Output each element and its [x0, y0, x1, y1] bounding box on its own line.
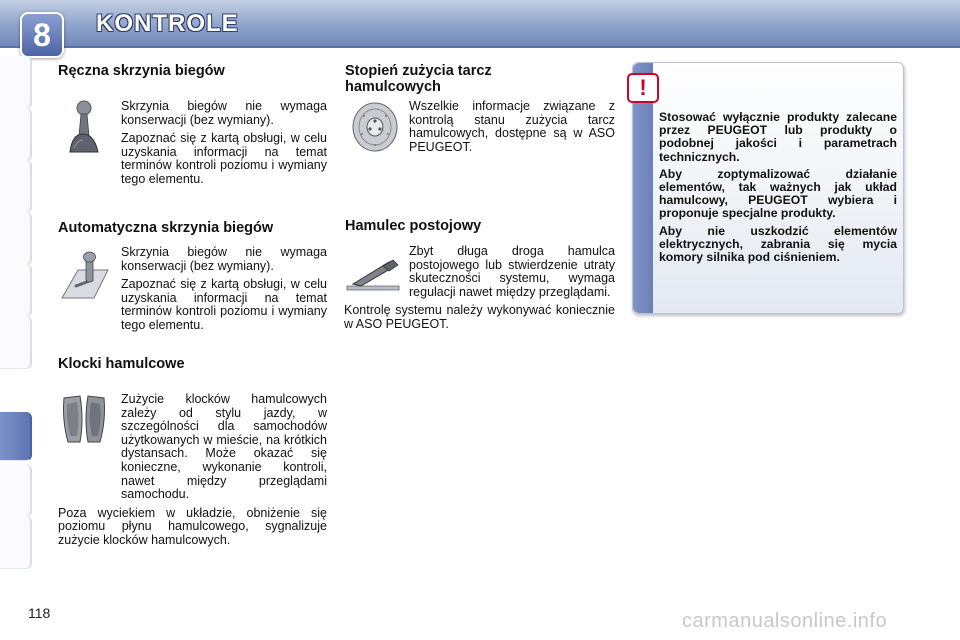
manual-gearbox-text	[121, 100, 327, 187]
paragraph: Zbyt długa droga hamulca postojowego lub stwierdzenie utraty skuteczności systemu, wymaga regulacji nawet między przeglądami.	[409, 244, 615, 299]
chapter-tab-10[interactable]	[0, 516, 32, 569]
section-parking-brake	[345, 218, 615, 234]
paragraph: Kontrolę systemu należy wykonywać koniecznie w ASO PEUGEOT.	[344, 303, 615, 331]
parking-brake-text	[344, 245, 615, 332]
chapter-tabs	[0, 56, 36, 586]
paragraph: Poza wyciekiem w układzie, obniżenie się poziomu płynu hamulcowego, sygnalizuje zużycie klocków hamulcowych.	[58, 505, 327, 547]
warning-text-part: Aby nie uszkodzić elementów elektrycznych,	[659, 223, 897, 251]
warning-paragraph	[659, 225, 897, 265]
paragraph: Zużycie klocków hamulcowych zależy od stylu jazdy, w szczególności dla samochodów użytkowanych w mieście, na krótkich dystansach. Może okazać się konieczne, wykonanie kontroli, nawet między przeglądami samochodu.	[121, 392, 327, 502]
chapter-badge: 8	[20, 12, 64, 58]
chapter-tab-3[interactable]	[0, 160, 32, 213]
chapter-tab-8-active[interactable]	[0, 412, 32, 461]
warning-text	[659, 111, 897, 264]
section-title: Klocki hamulcowe	[58, 356, 185, 372]
section-title: Automatyczna skrzynia biegów	[58, 220, 274, 236]
chapter-tab-6[interactable]	[0, 316, 32, 369]
automatic-gear-selector-icon	[58, 250, 112, 309]
gear-lever-icon	[62, 100, 104, 161]
brake-disc-icon	[350, 100, 400, 159]
page-number: 118	[28, 605, 51, 621]
paragraph: Zapoznać się z kartą obsługi, w celu uzyskania informacji na temat terminów kontroli poziomu i wymiany tego elementu.	[121, 131, 327, 186]
section-manual-gearbox	[58, 63, 328, 79]
chapter-tab-2[interactable]	[0, 108, 32, 161]
exclamation-icon: !	[627, 73, 659, 103]
section-automatic-gearbox	[58, 220, 328, 236]
section-title: Hamulec postojowy	[345, 218, 482, 234]
section-title: Stopień zużycia tarcz hamulcowych	[345, 63, 492, 95]
chapter-tab-9[interactable]	[0, 464, 32, 517]
chapter-tab-4[interactable]	[0, 212, 32, 265]
chapter-tab-5[interactable]	[0, 264, 32, 317]
watermark: carmanualsonline.info	[682, 610, 888, 632]
warning-emphasis: zabrania się	[760, 236, 845, 251]
section-brake-pads	[58, 356, 328, 372]
warning-paragraph: Aby zoptymalizować działanie elementów, tak ważnych jak układ hamulcowy, PEUGEOT wybiera i proponuje specjalne produkty.	[659, 166, 897, 221]
section-brake-discs	[345, 63, 545, 95]
page-title: KONTROLE	[96, 10, 239, 37]
paragraph: Zapoznać się z kartą obsługi, w celu uzyskania informacji na temat terminów kontroli poziomu i wymiany tego elementu.	[121, 277, 327, 332]
paragraph: Skrzynia biegów nie wymaga konserwacji (bez wymiany).	[121, 245, 327, 273]
warning-paragraph: Stosować wyłącznie produkty zalecane przez PEUGEOT lub produkty o podobnej jakości i parametrach technicznych.	[659, 110, 897, 164]
warning-text-part: mycia komory silnika pod ciśnieniem.	[659, 236, 898, 265]
brake-discs-text	[409, 100, 615, 154]
section-title: Ręczna skrzynia biegów	[58, 63, 225, 79]
warning-box	[632, 62, 904, 314]
brake-pads-text	[58, 393, 327, 548]
paragraph: Skrzynia biegów nie wymaga konserwacji (bez wymiany).	[121, 99, 327, 127]
chapter-tab-1[interactable]	[0, 56, 32, 109]
automatic-gearbox-text	[121, 246, 327, 333]
paragraph: Wszelkie informacje związane z kontrolą stanu zużycia tarcz hamulcowych, dostępne są w ASO PEUGEOT.	[409, 99, 615, 154]
